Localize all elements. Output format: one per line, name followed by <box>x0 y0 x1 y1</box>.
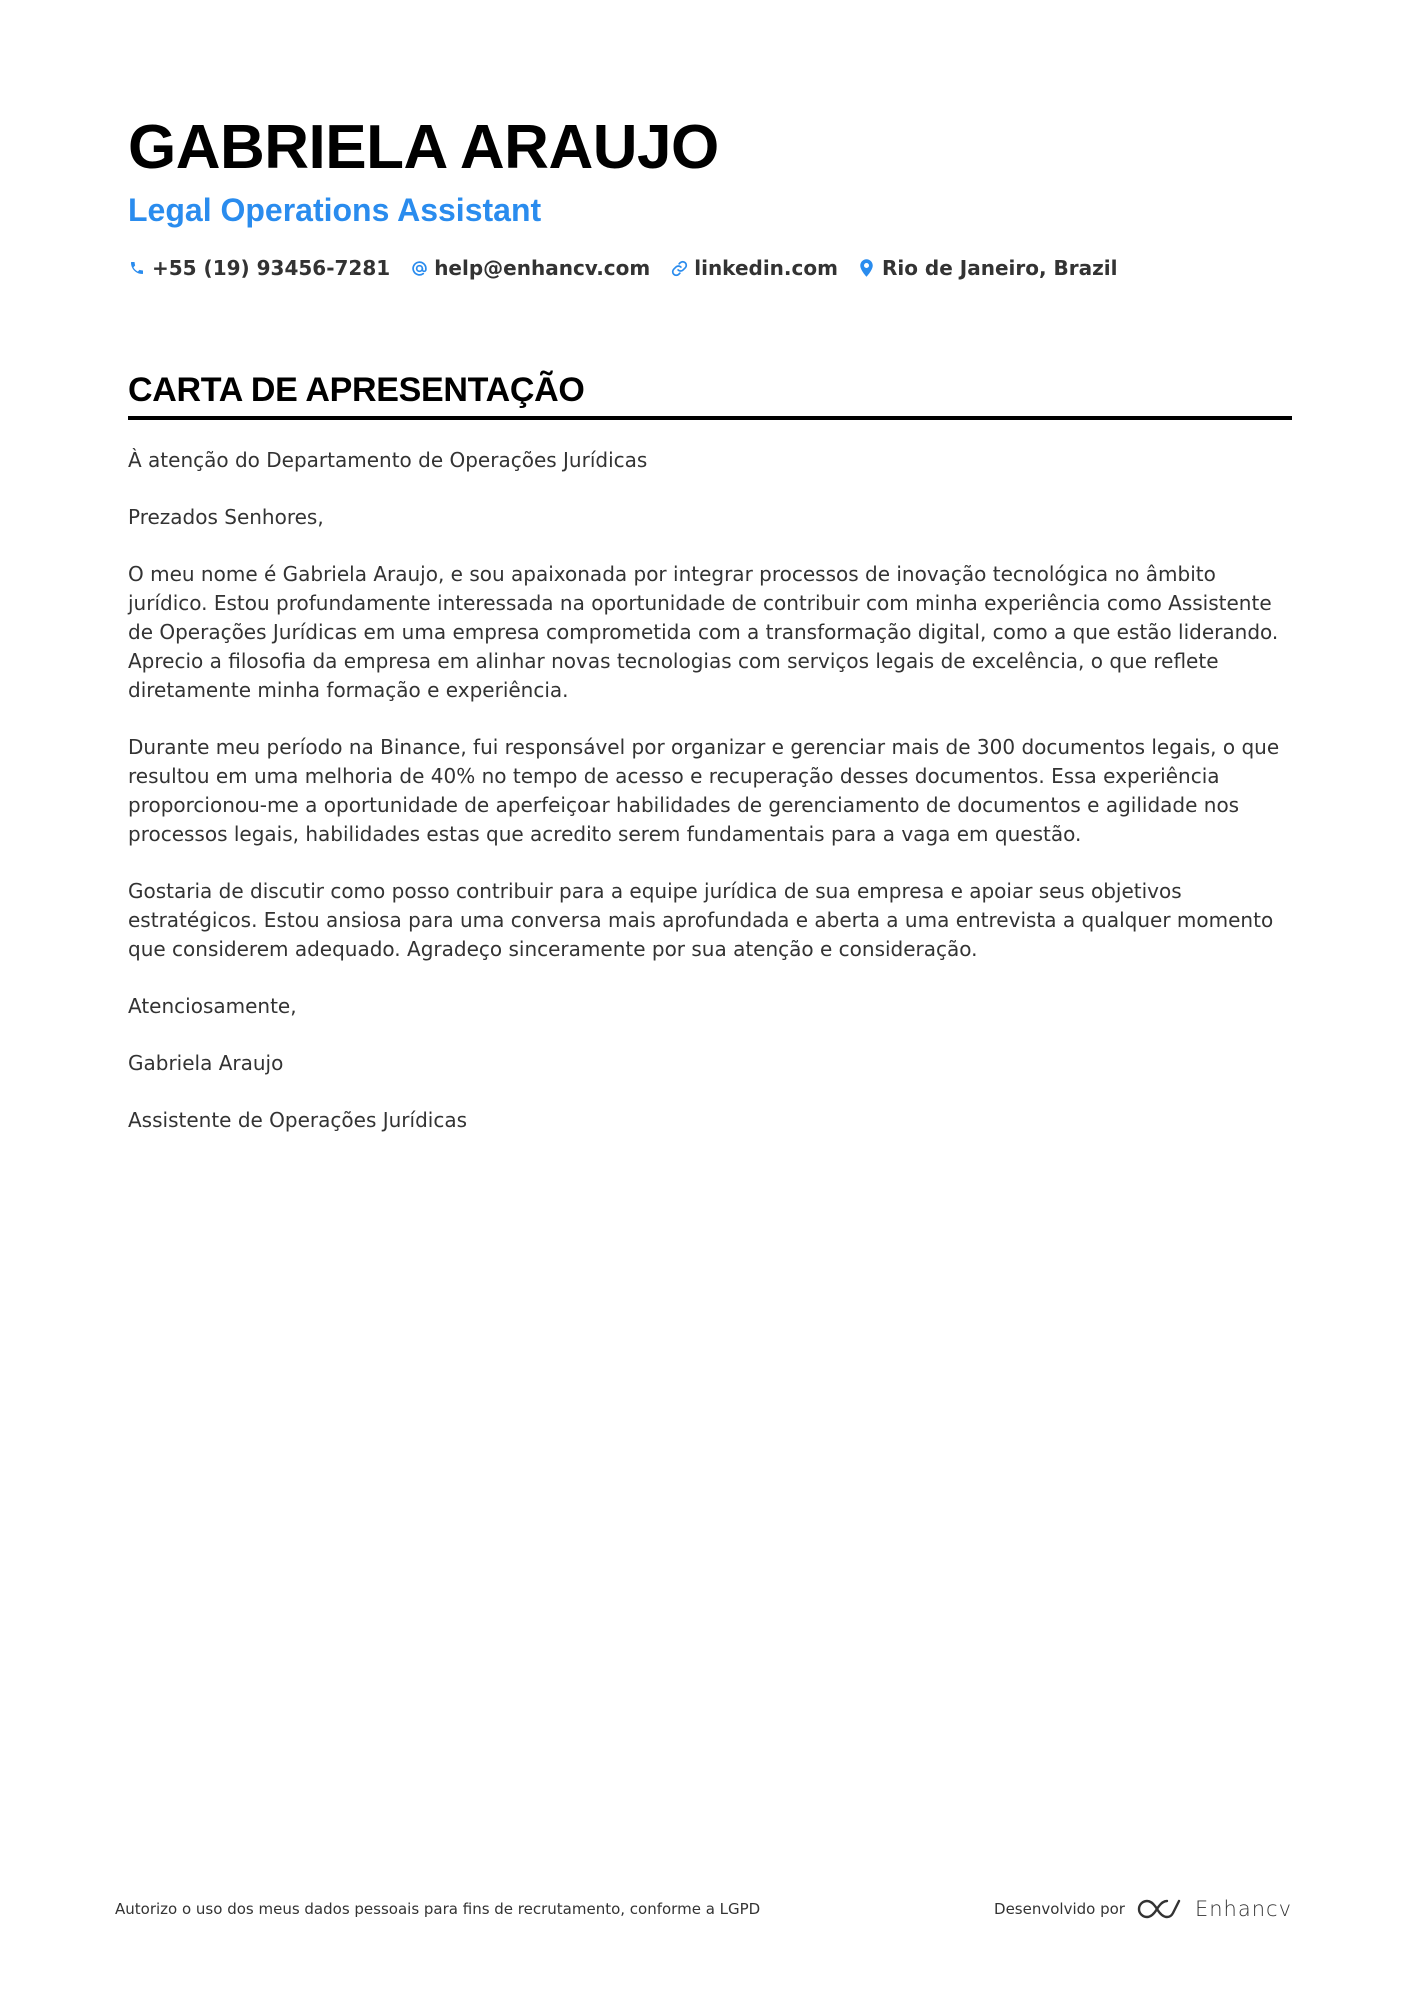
powered-by[interactable] <box>994 1897 1292 1921</box>
contact-location <box>858 256 1118 280</box>
contact-email[interactable] <box>410 256 650 280</box>
letter-salutation: Prezados Senhores, <box>128 505 324 529</box>
section-title: CARTA DE APRESENTAÇÃO <box>128 371 585 409</box>
candidate-name: GABRIELA ARAUJO <box>128 113 719 182</box>
job-title: Legal Operations Assistant <box>128 192 542 228</box>
enhancv-brand-name: Enhancv <box>1194 1897 1292 1921</box>
letter-paragraph-2: Durante meu período na Binance, fui responsável por organizar e gerenciar mais de 300 documentos legais, o que resultou em uma melhoria de 40% no tempo de acesso e recuperação desses documentos. Essa experiência proporcionou-me a oportunidade de aperfeiçoar habilidades de gerenciamento de documentos e agilidade nos processos legais, habilidades estas que acredito serem fundamentais para a vaga em questão. <box>128 735 1280 846</box>
contact-email-text[interactable]: help@enhancv.com <box>434 256 651 280</box>
letter-paragraph-1: O meu nome é Gabriela Araujo, e sou apaixonada por integrar processos de inovação tecnológica no âmbito jurídico. Estou profundamente interessada na oportunidade de contribuir com minha experiência como Assistente de Operações Jurídicas em uma empresa comprometida com a transformação digital, como a que estão liderando. Aprecio a filosofia da empresa em alinhar novas tecnologias com serviços legais de excelência, o que reflete diretamente minha formação e experiência. <box>128 562 1279 702</box>
header <box>128 112 1292 280</box>
link-icon <box>670 258 688 278</box>
contact-phone <box>128 256 390 280</box>
letter-paragraph-3: Gostaria de discutir como posso contribuir para a equipe jurídica de sua empresa e apoiar seus objetivos estratégicos. Estou ansiosa para uma conversa mais aprofundada e aberta a uma entrevista a qualquer momento que considerem adequado. Agradeço sinceramente por sua atenção e consideração. <box>128 879 1274 961</box>
contact-phone-text: +55 (19) 93456-7281 <box>152 256 391 280</box>
lgpd-consent-text: Autorizo o uso dos meus dados pessoais para fins de recrutamento, conforme a LGPD <box>115 1900 761 1918</box>
letter-recipient: À atenção do Departamento de Operações Jurídicas <box>128 448 648 472</box>
contact-list <box>128 256 1292 280</box>
powered-by-label: Desenvolvido por <box>994 1900 1125 1918</box>
enhancv-logo-icon <box>1137 1897 1183 1921</box>
letter-body <box>128 446 1292 1135</box>
contact-linkedin-text[interactable]: linkedin.com <box>694 256 838 280</box>
letter-closing: Atenciosamente, <box>128 994 297 1018</box>
contact-location-text: Rio de Janeiro, Brazil <box>881 256 1118 280</box>
cover-letter-section <box>128 368 1292 1163</box>
letter-signature-name: Gabriela Araujo <box>128 1051 284 1075</box>
letter-signature-title: Assistente de Operações Jurídicas <box>128 1108 467 1132</box>
section-divider <box>128 416 1292 420</box>
footer <box>115 1894 1292 1924</box>
at-icon <box>410 258 428 278</box>
contact-linkedin[interactable] <box>670 256 838 280</box>
phone-icon <box>128 258 146 278</box>
location-pin-icon <box>858 258 876 278</box>
